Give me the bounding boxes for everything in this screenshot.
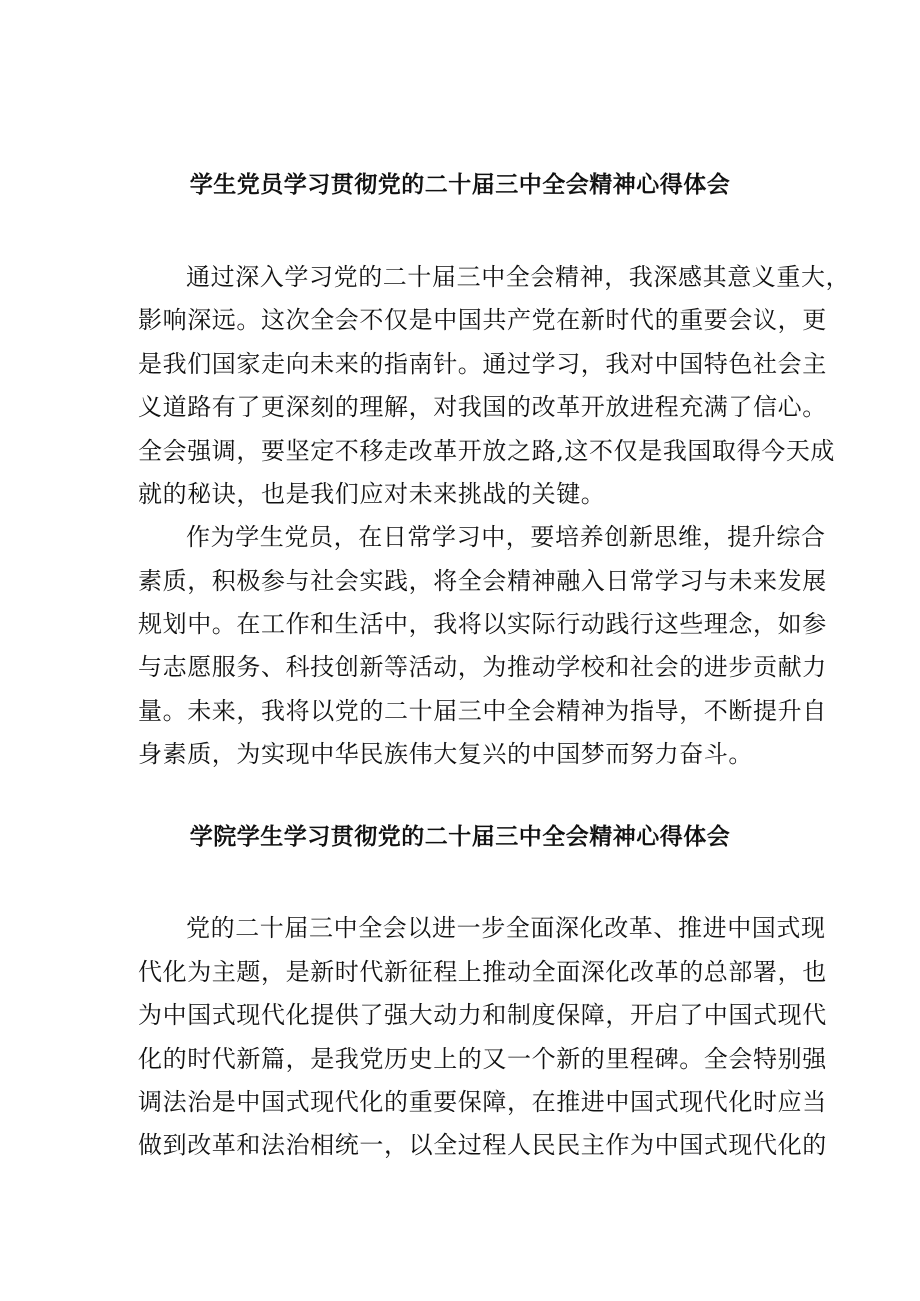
paragraph-line: 做到改革和法治相统一，以全过程人民民主作为中国式现代化的 (138, 1131, 827, 1159)
paragraph-line: 身素质，为实现中华民族伟大复兴的中国梦而努力奋斗。 (138, 740, 753, 768)
paragraph-line: 量。未来，我将以党的二十届三中全会精神为指导，不断提升自 (138, 697, 827, 725)
paragraph-line: 通过深入学习党的二十届三中全会精神，我深感其意义重大， (186, 263, 851, 291)
paragraph-line: 调法治是中国式现代化的重要保障，在推进中国式现代化时应当 (138, 1088, 827, 1116)
paragraph-line: 影响深远。这次全会不仅是中国共产党在新时代的重要会议，更 (138, 306, 827, 334)
section-1-title: 学生党员学习贯彻党的二十届三中全会精神心得体会 (189, 172, 731, 198)
paragraph-line: 义道路有了更深刻的理解，对我国的改革开放进程充满了信心。 (138, 393, 827, 421)
paragraph-line: 与志愿服务、科技创新等活动，为推动学校和社会的进步贡献力 (138, 653, 827, 681)
paragraph-line: 全会强调，要坚定不移走改革开放之路,这不仅是我国取得今天成 (138, 437, 836, 465)
paragraph-line: 为中国式现代化提供了强大动力和制度保障，开启了中国式现代 (138, 1001, 827, 1029)
paragraph-line: 素质，积极参与社会实践，将全会精神融入日常学习与未来发展 (138, 567, 827, 595)
paragraph-line: 是我们国家走向未来的指南针。通过学习，我对中国特色社会主 (138, 350, 827, 378)
paragraph-line: 规划中。在工作和生活中，我将以实际行动践行这些理念，如参 (138, 610, 827, 638)
paragraph-line: 化的时代新篇，是我党历史上的又一个新的里程碑。全会特别强 (138, 1045, 827, 1073)
paragraph-line: 就的秘诀，也是我们应对未来挑战的关键。 (138, 480, 606, 508)
section-2-title: 学院学生学习贯彻党的二十届三中全会精神心得体会 (189, 824, 731, 850)
paragraph-line: 代化为主题，是新时代新征程上推动全面深化改革的总部署，也 (138, 958, 827, 986)
paragraph-line: 党的二十届三中全会以进一步全面深化改革、推进中国式现 (186, 914, 826, 942)
paragraph-line: 作为学生党员，在日常学习中，要培养创新思维，提升综合 (186, 523, 826, 551)
